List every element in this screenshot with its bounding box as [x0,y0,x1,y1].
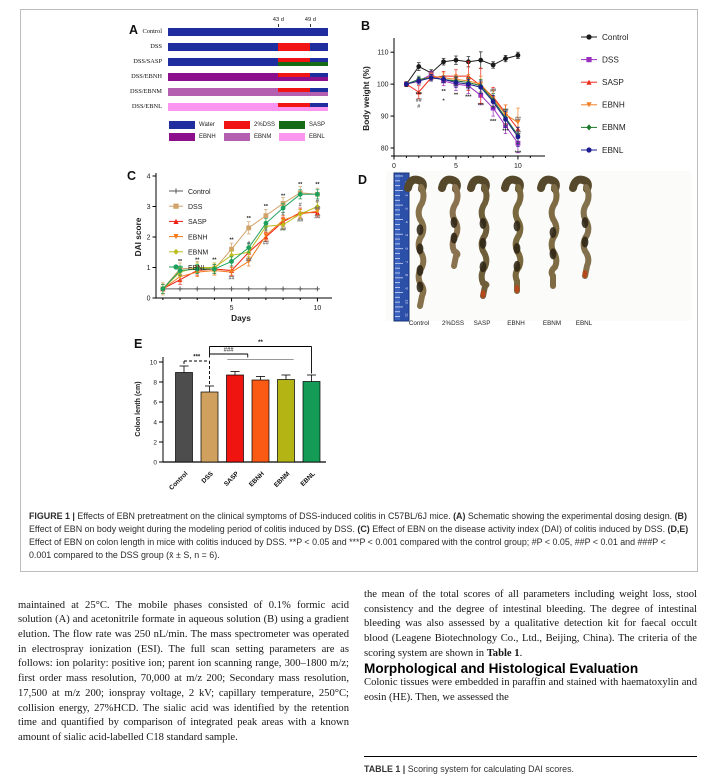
colon-label: EBNH [507,320,525,327]
svg-text:110: 110 [377,49,389,57]
svg-text:10: 10 [404,299,409,304]
svg-text:90: 90 [380,113,389,121]
svg-text:Days: Days [231,313,251,323]
bar-category-label: Control [168,470,190,492]
right-column-paragraph-2: Colonic tissues were embedded in paraffin and stained with haematoxylin and eosin (HE). Then, we assessed the [364,677,697,703]
dosing-row-label: Control [142,27,162,35]
svg-text:##: ## [228,275,235,282]
dosing-bar-segment [310,43,328,51]
dosing-row-label: DSS [150,42,162,50]
svg-text:**: ** [263,204,269,211]
svg-text:5: 5 [454,163,458,170]
colon-label: EBNL [575,320,593,327]
dosing-row-label: DSS/EBNL [131,102,162,110]
svg-text:#: # [247,241,251,248]
svg-text:***: *** [489,119,497,126]
panel-d-colon-photo [356,169,696,331]
bar-category-label: DSS [200,470,215,485]
dosing-bar-segment [310,28,328,36]
time-mark: 49 d [304,17,317,23]
svg-text:0: 0 [146,295,151,303]
svg-text:8: 8 [153,379,157,387]
legend-swatch [224,133,250,141]
svg-text:DSS: DSS [602,55,619,65]
svg-text:2: 2 [404,194,409,197]
svg-text:##: ## [297,217,304,224]
svg-text:8: 8 [404,274,409,277]
svg-text:80: 80 [380,145,389,153]
svg-text:##: ## [262,240,269,247]
right-column-paragraph-1: the mean of the total scores of all parameters including weight loss, stool consistency and the degree of intestinal bleeding. The degree of intestinal bleeding was also assessed by a qualitative detection kit for faecal occult blood (Leagene Biotechnology Co., Ltd., Beijing, China). The criteria of the scoring system are shown in Table 1. [364,589,697,659]
dosing-bar-segment [310,62,328,66]
svg-text:#: # [298,202,302,209]
dosing-bar-segment [168,103,278,111]
svg-text:9: 9 [404,287,409,290]
svg-text:100: 100 [376,81,389,89]
dosing-bar-segment [278,62,310,66]
dosing-row-label: DSS/EBNM [130,87,162,95]
svg-text:##: ## [280,226,287,233]
svg-text:5: 5 [229,305,234,312]
svg-text:3: 3 [404,207,409,210]
svg-text:***: *** [465,94,472,101]
svg-text:4: 4 [146,173,151,181]
svg-text:**: ** [280,193,286,200]
legend-swatch [279,133,305,141]
svg-text:Control: Control [188,188,211,196]
svg-text:**: ** [315,182,320,189]
legend-label: 2%DSS [254,121,276,128]
bar-category-label: EBNL [299,470,317,488]
svg-text:3: 3 [146,203,151,211]
legend-label: Water [199,121,215,128]
dosing-bar-segment [278,28,310,36]
panel-c-label: C [127,169,137,183]
svg-text:##: ## [514,116,521,123]
svg-text:SASP: SASP [188,219,207,227]
svg-text:2: 2 [146,234,151,242]
svg-text:**: ** [258,340,263,346]
svg-text:6: 6 [404,247,409,250]
dosing-bar-segment [310,77,328,81]
time-mark: 43 d [272,17,285,23]
svg-text:EBNL: EBNL [188,264,207,272]
time-mark-tick [278,24,279,27]
dosing-bar-segment [168,88,278,96]
svg-text:##: ## [314,214,321,221]
svg-text:11: 11 [404,313,409,317]
dosing-bar-segment [278,107,310,111]
time-mark-tick [310,24,311,27]
bar-category-label: EBNM [272,470,292,489]
svg-text:EBNM: EBNM [602,123,626,133]
panel-e-colon-length-chart [126,331,391,506]
svg-text:***: *** [477,103,484,110]
legend-label: EBNL [309,133,325,140]
colon-label: Control [408,320,430,327]
colon-label: SASP [473,320,491,327]
dosing-bar-segment [310,107,328,111]
svg-text:0: 0 [153,459,157,467]
panel-e-label: E [134,337,143,351]
bar-category-label: EBNH [247,470,266,489]
dosing-bar-segment [168,28,278,36]
svg-text:Control: Control [602,32,629,42]
svg-text:##: ## [415,98,422,105]
svg-text:**: ** [298,182,303,189]
svg-text:#: # [315,198,319,205]
table1-top-rule [364,756,697,757]
dosing-bar-segment [310,92,328,96]
svg-text:EBNH: EBNH [188,234,208,242]
legend-swatch [279,121,305,129]
legend-label: EBNH [199,133,216,140]
svg-text:**: ** [441,89,446,96]
svg-text:1: 1 [404,180,409,184]
svg-text:7: 7 [404,260,409,263]
dosing-bar-segment [278,92,310,96]
svg-text:***: *** [193,354,201,361]
dosing-bar-segment [168,43,278,51]
legend-swatch [169,133,195,141]
svg-text:Body weight (%): Body weight (%) [361,66,371,131]
dosing-row-label: DSS/SASP [133,57,162,65]
svg-text:###: ### [223,347,234,354]
panel-b-label: B [361,19,371,33]
svg-text:EBNL: EBNL [602,145,624,155]
svg-text:Colon lenth (cm): Colon lenth (cm) [135,381,142,437]
panel-d-label: D [358,173,368,187]
legend-swatch [224,121,250,129]
svg-text:##: ## [490,87,497,94]
panel-a-dosing-schematic [104,17,364,152]
svg-text:**: ** [453,92,459,99]
svg-text:10: 10 [514,163,522,170]
svg-text:10: 10 [313,305,322,312]
svg-text:0: 0 [392,163,396,170]
svg-text:***: *** [514,150,522,157]
svg-text:SASP: SASP [602,78,624,87]
colon-label: EBNM [542,320,562,327]
svg-text:##: ## [314,206,321,213]
figure1-caption: FIGURE 1 | Effects of EBN pretreatment on the clinical symptoms of DSS-induced colitis in C57BL/6J mice. (A) Schematic showing the experimental dosing design. (B) Effect of EBN on body weight during the modeling period of colitis induced by DSS. (C) Effect of EBN on the disease activity index (DAI) of colitis induced by DSS. (D,E) Effect of EBN on colon length in mice with colitis induced by DSS. **P < 0.05 and ***P < 0.001 compared with the control group; #P < 0.05, ##P < 0.01 and ###P < 0.001 compared to the DSS group (x̄ ± S, n = 6). [29,510,689,560]
dosing-bar-segment [168,58,278,66]
dosing-bar-segment [278,77,310,81]
svg-text:4: 4 [153,419,157,427]
dosing-bar-segment [278,43,310,51]
svg-text:1: 1 [146,264,151,272]
svg-text:##: ## [514,130,521,137]
svg-text:EBNM: EBNM [188,249,209,257]
svg-text:#: # [417,103,421,110]
svg-text:DAI score: DAI score [133,217,143,257]
svg-text:**: ** [195,257,200,264]
dosing-row-label: DSS/EBNH [131,72,162,80]
svg-text:**: ** [229,237,234,244]
legend-label: SASP [309,121,326,128]
body-left-column: maintained at 25°C. The mobile phases consisted of 0.1% formic acid solution (A) and acetonitrile formate in aqueous solution (B) using a gradient elution. The flow rate was 250 nL/min. The mass spectrometer was operated in electrospray ionization (ESI). The full scan setting parameters are as follows: ion polarity: positive ion; parent ion scanning range, 300–1800 m/z; first order mass resolution, 70,000 at m/z 200; Secondary mass resolution, 17,500 at m/z 200; ionspray voltage, 2 kV; capillary temperature, 250°C; collision energy, 27%HCD. The sialic acid was identified by the retention time and quantified by comparison of integrated peak areas with a known amount of sialic acid-labelled C18 standard sample. [18,599,349,743]
legend-label: EBNM [254,133,272,140]
svg-text:##: ## [502,108,509,115]
svg-text:6: 6 [153,399,157,407]
dosing-bar-segment [168,73,278,81]
svg-text:**: ** [177,258,183,265]
svg-text:***: *** [502,128,509,135]
svg-text:***: *** [415,91,422,98]
body-right-column [364,588,697,706]
svg-text:*: * [442,98,445,105]
section-heading: Morphological and Histological Evaluation [364,660,639,676]
svg-text:#: # [264,227,268,234]
svg-text:10: 10 [149,359,157,367]
panel-a-label: A [129,23,139,37]
bar-category-label: SASP [222,470,241,488]
colon-label: 2%DSS [441,320,465,327]
table1-caption-block [364,756,697,774]
svg-text:2: 2 [153,439,157,447]
svg-text:##: ## [245,257,252,264]
table1-caption: TABLE 1 | Scoring system for calculating DAI scores. [364,764,574,774]
svg-text:**: ** [212,257,217,264]
figure1-frame [20,9,698,572]
svg-text:EBNH: EBNH [602,100,625,110]
svg-text:DSS: DSS [188,204,203,211]
svg-text:5: 5 [404,234,409,237]
svg-text:4: 4 [404,220,409,223]
svg-text:#: # [281,211,285,218]
legend-swatch [169,121,195,129]
svg-text:**: ** [246,216,251,223]
